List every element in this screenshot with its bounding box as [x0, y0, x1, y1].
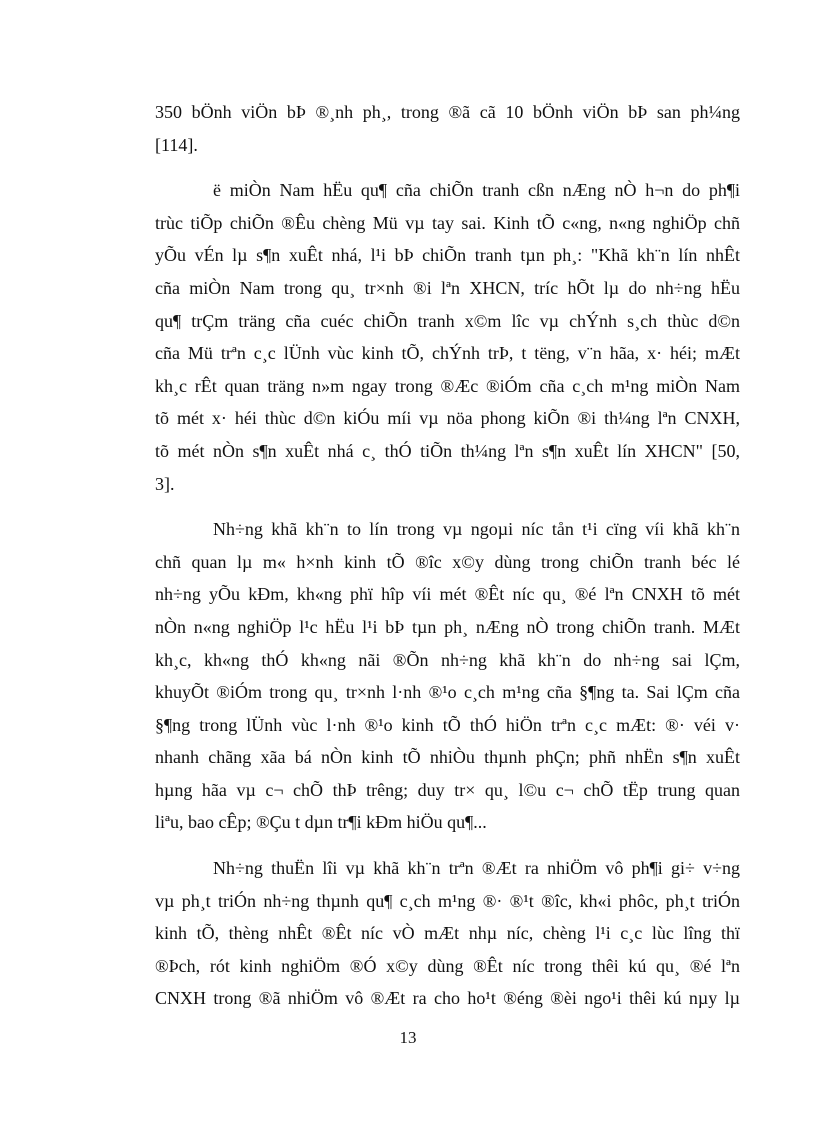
- text-line: tõ mét nÒn s¶n xuÊt nhá c¸ thÓ tiÕn th¼ng lªn s¶n xuÊt lín XHCN" [50,: [155, 440, 740, 461]
- text-line: ë miÒn Nam hËu qu¶ cña chiÕn tranh cßn nÆng nÒ h¬n do ph¶i: [213, 180, 740, 201]
- text-line: vµ ph¸t triÓn nh÷ng thµnh qu¶ c¸ch m¹ng ®· ®¹t ®îc, kh«i phôc, ph¸t triÓn: [155, 890, 740, 911]
- text-line: [114].: [155, 134, 198, 155]
- text-line: 3].: [155, 473, 175, 494]
- paragraph: [155, 513, 740, 839]
- text-line: qu¶ trÇm träng cña cuéc chiÕn tranh x©m lîc vµ chÝnh s¸ch thùc d©n: [155, 310, 740, 331]
- text-line: liªu, bao cÊp; ®Çu t dµn tr¶i kÐm hiÖu qu¶...: [155, 812, 487, 833]
- text-line: tõ mét x· héi thùc d©n kiÓu míi vµ nöa phong kiÕn ®i th¼ng lªn CNXH,: [155, 408, 740, 429]
- text-line: trùc tiÕp chiÕn ®Êu chèng Mü vµ tay sai. Kinh tÕ c«ng, n«ng nghiÖp chñ: [155, 212, 740, 233]
- paragraph: [155, 852, 740, 1015]
- page-number: 13: [399, 1028, 417, 1047]
- text-line: nh÷ng yÕu kÐm, kh«ng phï hîp víi mét ®Êt níc qu¸ ®é lªn CNXH tõ mét: [155, 584, 740, 605]
- text-line: nÒn n«ng nghiÖp l¹c hËu l¹i bÞ tµn ph¸ nÆng nÒ trong chiÕn tranh. MÆt: [155, 616, 740, 637]
- paragraph: [155, 96, 740, 161]
- paragraph: [155, 174, 740, 500]
- text-line: kinh tÕ, thèng nhÊt ®Êt níc vÒ mÆt nhµ níc, chèng l¹i c¸c lùc lîng thï: [155, 923, 740, 944]
- text-line: nhanh chãng xãa bá nÒn kinh tÕ nhiÒu thµnh phÇn; phñ nhËn s¶n xuÊt: [155, 747, 740, 768]
- text-line: chñ quan lµ m« h×nh kinh tÕ ®îc x©y dùng trong chiÕn tranh béc lé: [155, 551, 740, 572]
- text-line: ®Þch, rót kinh nghiÖm ®Ó x©y dùng ®Êt níc trong thêi kú qu¸ ®é lªn: [155, 955, 740, 976]
- text-line: kh¸c rÊt quan träng n»m ngay trong ®Æc ®iÓm cña c¸ch m¹ng miÒn Nam: [155, 375, 740, 396]
- text-line: §¶ng trong lÜnh vùc l·nh ®¹o kinh tÕ thÓ hiÖn trªn c¸c mÆt: ®· véi v·: [155, 714, 740, 735]
- text-line: cña Mü trªn c¸c lÜnh vùc kinh tÕ, chÝnh trÞ, t tëng, v¨n hãa, x· héi; mÆt: [155, 343, 740, 364]
- text-line: kh¸c, kh«ng thÓ kh«ng nãi ®Õn nh÷ng khã kh¨n do nh÷ng sai lÇm,: [155, 649, 740, 670]
- text-line: CNXH trong ®ã nhiÖm vô ®Æt ra cho ho¹t ®éng ®èi ngo¹i thêi kú nµy lµ: [155, 988, 740, 1009]
- text-line: hµng hãa vµ c¬ chÕ thÞ trêng; duy tr× qu¸ l©u c¬ chÕ tËp trung quan: [155, 779, 740, 800]
- text-line: yÕu vÉn lµ s¶n xuÊt nhá, l¹i bÞ chiÕn tranh tµn ph¸: "Khã kh¨n lín nhÊt: [155, 245, 740, 266]
- body-text: [155, 96, 740, 1015]
- text-line: Nh÷ng khã kh¨n to lín trong vµ ngoµi níc tån t¹i cïng víi khã kh¨n: [213, 519, 740, 540]
- text-line: Nh÷ng thuËn lîi vµ khã kh¨n trªn ®Æt ra nhiÖm vô ph¶i gi÷ v÷ng: [213, 858, 740, 879]
- text-line: 350 bÖnh viÖn bÞ ®¸nh ph¸, trong ®ã cã 10 bÖnh viÖn bÞ san ph¼ng: [155, 102, 740, 122]
- text-line: khuyÕt ®iÓm trong qu¸ tr×nh l·nh ®¹o c¸ch m¹ng cña §¶ng ta. Sai lÇm cña: [155, 682, 740, 703]
- text-line: cña miÒn Nam trong qu¸ tr×nh ®i lªn XHCN, tríc hÕt lµ do nh÷ng hËu: [155, 277, 740, 298]
